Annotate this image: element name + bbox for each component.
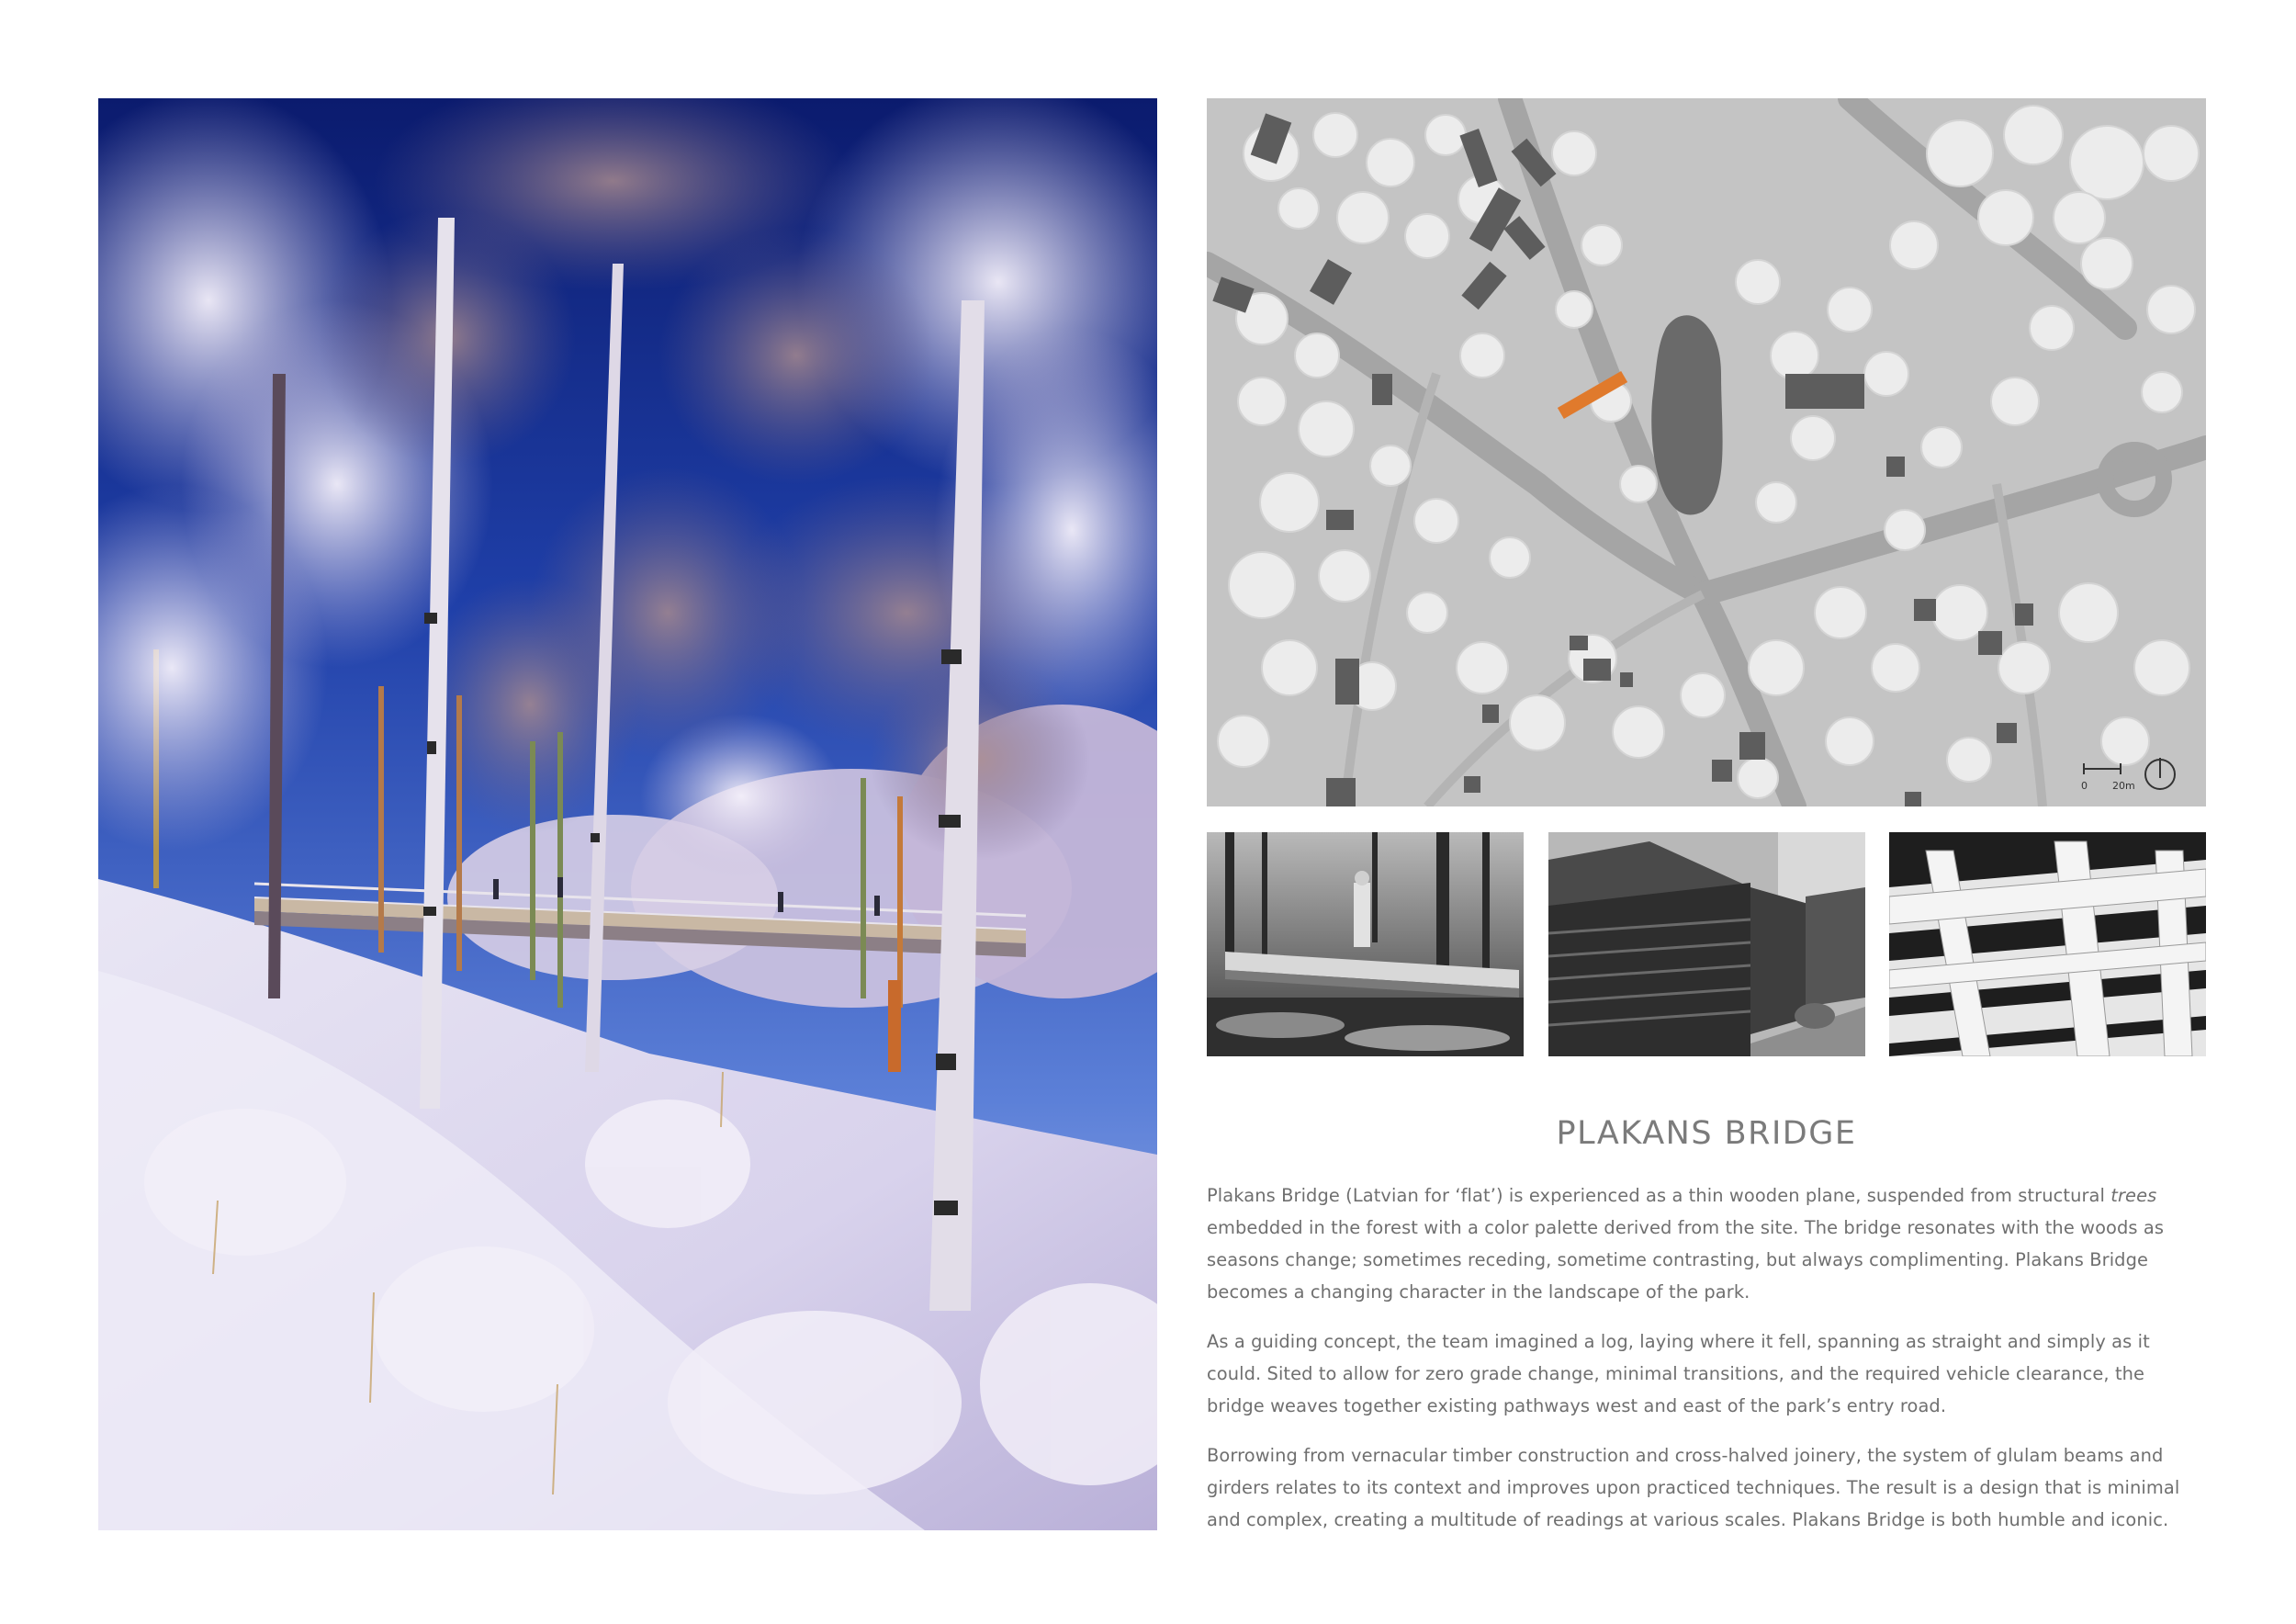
scale-end-label: 20m xyxy=(2112,780,2135,792)
site-plan-map xyxy=(1207,98,2206,806)
scale-start-label: 0 xyxy=(2081,780,2088,792)
description-paragraph-2: As a guiding concept, the team imagined a log, laying where it fell, spanning as straight and simply as it could. Sited to allow for zero grade change, minimal transitions, and the required vehicle clearance, the bridge weaves together existing pathways west and east of the park’s entry road. xyxy=(1207,1331,2150,1416)
paragraph-1-text-start: Plakans Bridge (Latvian for ‘flat’) is experienced as a thin wooden plane, suspended from structural xyxy=(1207,1185,2111,1206)
project-title: PLAKANS BRIDGE xyxy=(1556,1115,1857,1152)
project-description xyxy=(1207,1115,2206,1553)
description-paragraph-3: Borrowing from vernacular timber construction and cross-halved joinery, the system of glulam beams and girders relates to its context and improves upon practiced techniques. The result is a design that is minimal and complex, creating a multitude of readings at various scales. Plakans Bridge is both humble and iconic. xyxy=(1207,1445,2180,1530)
hero-winter-bridge-rendering xyxy=(98,98,1157,1530)
photo-log-crossing xyxy=(1207,832,1524,1056)
paragraph-1-text-end: embedded in the forest with a color palette derived from the site. The bridge resonates with the woods as seasons change; sometimes receding, sometime contrasting, but always complimenting. Plakans Bridge becomes a changing character in the landscape of the park. xyxy=(1207,1217,2165,1303)
photo-log-barn xyxy=(1548,832,1865,1056)
description-paragraph-1 xyxy=(1207,1179,2206,1308)
paragraph-1-emphasis: trees xyxy=(2110,1185,2157,1206)
photo-timber-joinery xyxy=(1889,832,2206,1056)
